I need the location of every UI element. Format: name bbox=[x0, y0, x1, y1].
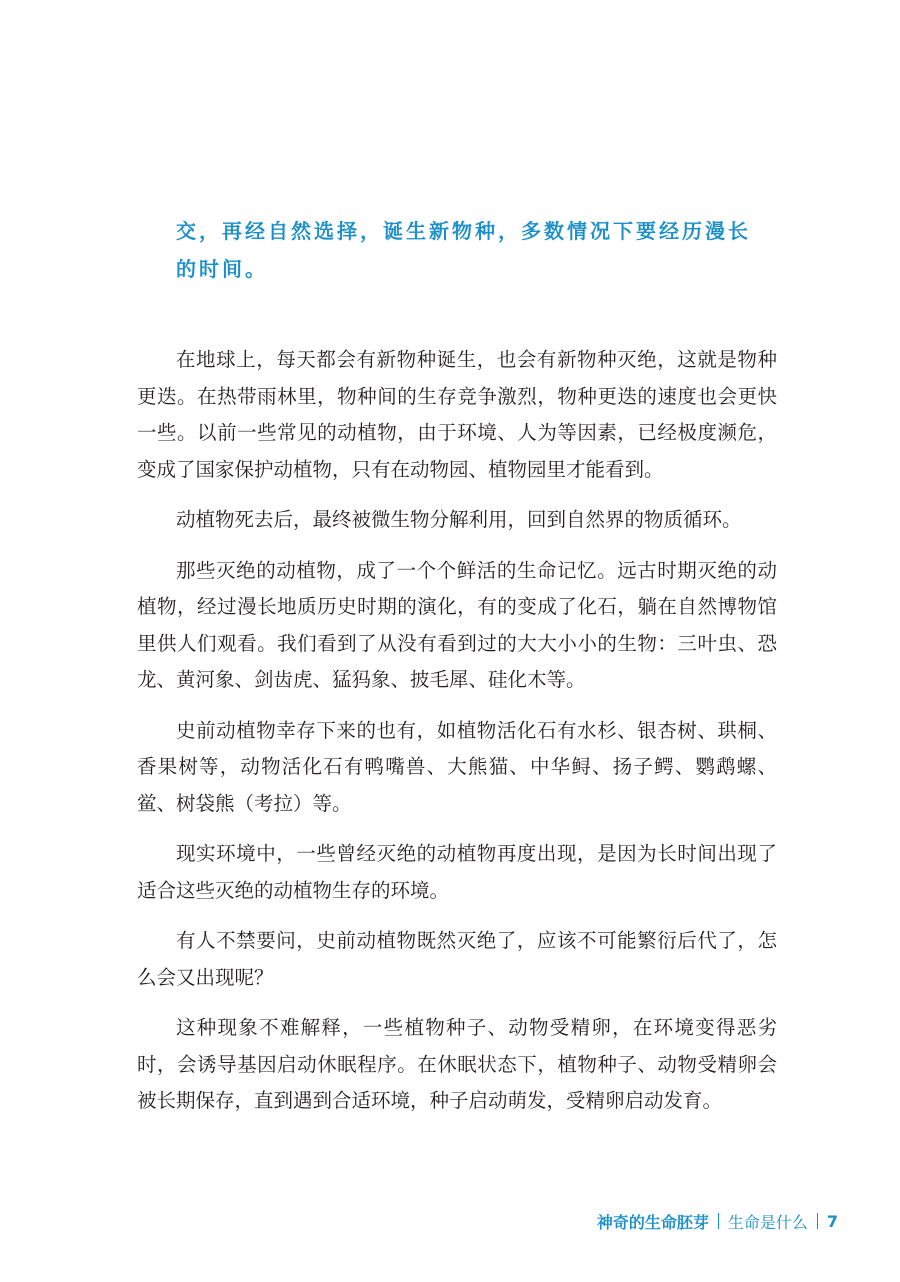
paragraph: 现实环境中，一些曾经灭绝的动植物再度出现，是因为长时间出现了适合这些灭绝的动植物生存的环境。 bbox=[137, 842, 777, 902]
paragraph: 有人不禁要问，史前动植物既然灭绝了，应该不可能繁衍后代了，怎么会又出现呢？ bbox=[137, 929, 777, 989]
paragraph: 史前动植物幸存下来的也有，如植物活化石有水杉、银杏树、珙桐、香果树等，动物活化石有鸭嘴兽、大熊猫、中华鲟、扬子鳄、鹦鹉螺、鲎、树袋熊（考拉）等。 bbox=[137, 718, 777, 815]
chapter-title: 生命是什么 bbox=[727, 1212, 808, 1232]
footer-divider bbox=[817, 1213, 818, 1229]
running-footer bbox=[597, 1208, 838, 1234]
footer-divider bbox=[718, 1213, 719, 1229]
paragraph: 那些灭绝的动植物，成了一个个鲜活的生命记忆。远古时期灭绝的动植物，经过漫长地质历史时期的演化，有的变成了化石，躺在自然博物馆里供人们观看。我们看到了从没有看到过的大大小小的生物：三叶虫、恐龙、黄河象、剑齿虎、猛犸象、披毛犀、硅化木等。 bbox=[137, 558, 777, 691]
body-text bbox=[137, 342, 777, 1134]
book-title: 神奇的生命胚芽 bbox=[596, 1212, 709, 1232]
callout-line: 的时间。 bbox=[176, 257, 268, 281]
page-number: 7 bbox=[826, 1211, 838, 1231]
highlighted-callout-text bbox=[176, 212, 766, 288]
paragraph: 在地球上，每天都会有新物种诞生，也会有新物种灭绝，这就是物种更迭。在热带雨林里，物种间的生存竞争激烈，物种更迭的速度也会更快一些。以前一些常见的动植物，由于环境、人为等因素，已经极度濒危，变成了国家保护动植物，只有在动物园、植物园里才能看到。 bbox=[137, 348, 777, 481]
callout-line: 交，再经自然选择，诞生新物种，多数情况下要经历漫长 bbox=[176, 219, 751, 243]
paragraph: 这种现象不难解释，一些植物种子、动物受精卵，在环境变得恶劣时，会诱导基因启动休眠程序。在休眠状态下，植物种子、动物受精卵会被长期保存，直到遇到合适环境，种子启动萌发，受精卵启动发育。 bbox=[137, 1016, 777, 1112]
paragraph: 动植物死去后，最终被微生物分解利用，回到自然界的物质循环。 bbox=[176, 508, 742, 531]
